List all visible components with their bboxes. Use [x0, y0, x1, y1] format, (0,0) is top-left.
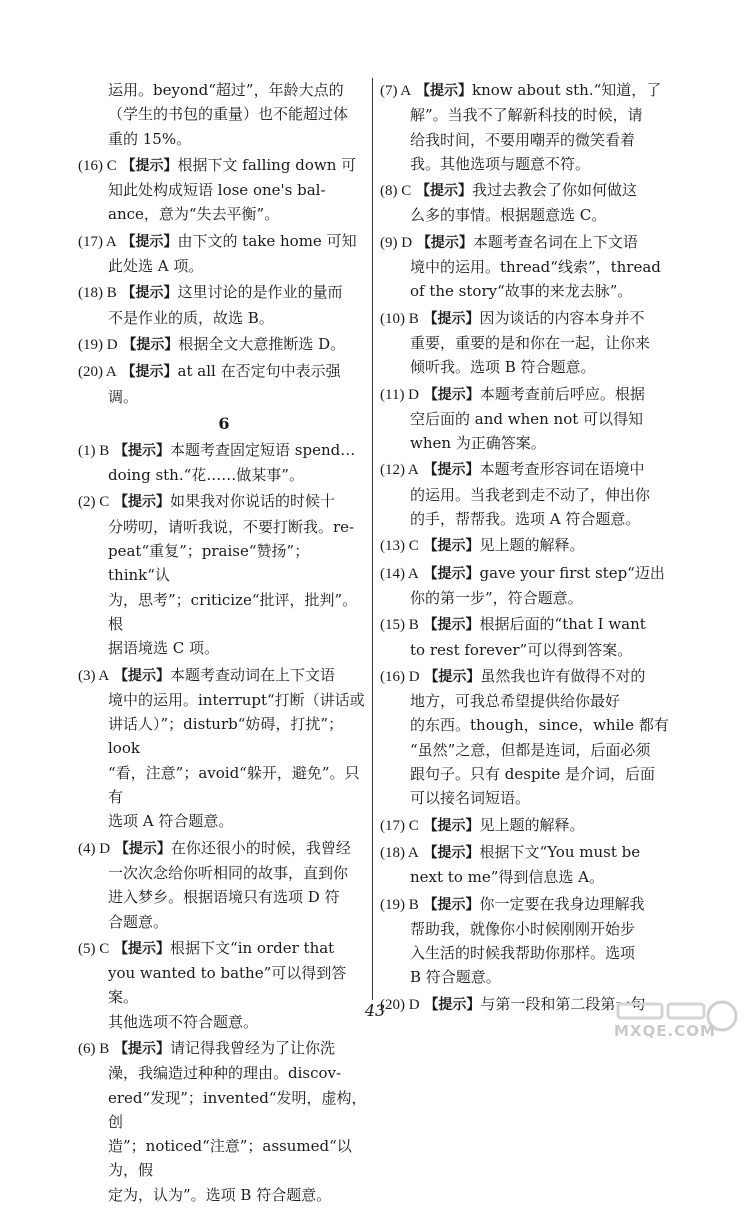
answer-line: 讲话人）”；disturb“妨碍，打扰”；look	[108, 715, 344, 758]
answer-number: (1) B	[78, 442, 110, 459]
answer-text: 在你还很小的时候，我曾经	[170, 838, 351, 857]
answer-number: (5) C	[78, 940, 110, 957]
answer-line: “看，注意”；avoid“躲开，避免”。只有	[108, 763, 360, 807]
answer-line: 解”。当我不了解新科技的时候，请	[410, 106, 643, 125]
hint-tag: 【提示】	[114, 442, 171, 459]
answer-number: (7) A	[380, 83, 412, 99]
answer-entry	[380, 178, 678, 228]
column-divider	[372, 78, 373, 1000]
answer-text: 本题考查名词在上下文语	[472, 232, 638, 251]
answer-line: 的运用。当我老到走不动了，伸出你	[410, 485, 651, 504]
answer-line: 澡，我编造过种种的理由。discov-	[108, 1064, 342, 1083]
hint-tag: 【提示】	[423, 386, 480, 403]
answer-entry	[78, 229, 370, 279]
answer-line	[380, 306, 678, 331]
answer-text: at all 在否定句中表示强调。	[108, 362, 341, 406]
answer-number: (16) C	[78, 157, 117, 174]
answer-number: (14) A	[380, 565, 419, 582]
answer-text: 请记得我曾经为了让你洗	[170, 1038, 336, 1057]
answer-number: (10) B	[380, 310, 419, 327]
answer-number: (20) D	[380, 996, 420, 1013]
answer-text: 我过去教会了你如何做这	[472, 181, 638, 200]
answer-entry	[380, 533, 678, 558]
answer-line	[78, 229, 370, 254]
answer-entry	[78, 663, 370, 834]
right-column	[380, 78, 678, 1019]
answer-line: 可以接名词短语。	[410, 789, 531, 808]
answer-line: ered“发现”；invented“发明，虚构，创	[108, 1088, 367, 1131]
answer-text: gave your first step“迈出	[479, 563, 665, 582]
answer-line	[380, 382, 678, 407]
answer-line	[78, 1036, 370, 1061]
hint-tag: 【提示】	[114, 940, 171, 957]
answer-line	[380, 561, 678, 586]
answer-text: 这里讨论的是作业的量而	[177, 283, 343, 302]
hint-tag: 【提示】	[424, 996, 481, 1013]
answer-line: 知此处构成短语 lose one's bal-	[108, 181, 326, 200]
answer-text: 根据下文 falling down 可	[177, 155, 357, 174]
answer-line: next to me”得到信息选 A。	[410, 868, 604, 887]
continuation-line: 重的 15%。	[108, 129, 192, 148]
answer-number: (2) C	[78, 494, 110, 511]
answer-line	[380, 840, 678, 865]
answer-number: (17) C	[380, 817, 419, 834]
answer-line: 为，思考”；criticize“批评，批判”。根	[108, 590, 358, 633]
section-number: 6	[218, 413, 230, 433]
answer-line: 帮助我，就像你小时候刚刚开始步	[410, 919, 636, 938]
hint-tag: 【提示】	[416, 234, 473, 251]
hint-tag: 【提示】	[423, 565, 480, 582]
answer-line	[78, 663, 370, 688]
hint-tag: 【提示】	[416, 83, 473, 99]
answer-line: 重要，重要的是和你在一起，让你来	[410, 333, 651, 352]
answer-number: (19) D	[78, 336, 118, 353]
answer-line: ance，意为“失去平衡”。	[108, 205, 280, 224]
answer-entry	[380, 78, 678, 176]
answer-text: 本题考查前后呼应。根据	[479, 384, 645, 403]
answer-number: (17) A	[78, 233, 117, 250]
answer-number: (18) B	[78, 285, 117, 302]
answer-line	[78, 280, 370, 305]
answer-line: 一次次念给你听相同的故事，直到你	[108, 863, 349, 882]
hint-tag: 【提示】	[423, 817, 480, 834]
answer-text: 与第一段和第二段第一句	[480, 994, 646, 1013]
answer-entry	[78, 332, 370, 357]
answer-number: (9) D	[380, 234, 413, 251]
answer-line: 进入梦乡。根据语境只有选项 D 符	[108, 888, 340, 907]
answer-text: 根据下文“You must be	[479, 842, 641, 861]
answer-number: (12) A	[380, 462, 419, 479]
answer-number: (15) B	[380, 617, 419, 634]
answer-line	[380, 612, 678, 637]
answer-text: 虽然我也许有做得不对的	[480, 666, 646, 685]
answer-line: 此处选 A 项。	[108, 257, 204, 276]
answer-text: 见上题的解释。	[479, 815, 585, 834]
answer-number: (13) C	[380, 538, 419, 555]
answer-text: 你一定要在我身边理解我	[479, 894, 645, 913]
answer-number: (18) A	[380, 844, 419, 861]
answer-line: 么多的事情。根据题意选 C。	[410, 206, 607, 225]
answer-line	[380, 892, 678, 917]
answer-text: 根据全文大意推断选 D。	[178, 334, 346, 353]
answer-line: doing sth.“花……做某事”。	[108, 466, 304, 485]
hint-tag: 【提示】	[122, 336, 179, 353]
answer-line	[380, 230, 678, 255]
left-column	[78, 78, 370, 1209]
answer-entry	[380, 457, 678, 531]
answer-line	[380, 78, 678, 103]
answer-line	[380, 533, 678, 558]
hint-tag: 【提示】	[114, 1040, 171, 1057]
answer-entry	[380, 561, 678, 611]
answer-line: 我。其他选项与题意不符。	[410, 154, 591, 173]
answer-line: 境中的运用。thread“线索”，thread	[410, 258, 661, 277]
hint-tag: 【提示】	[423, 617, 480, 634]
hint-tag: 【提示】	[121, 364, 178, 381]
answer-text: 见上题的解释。	[479, 536, 585, 555]
answer-text: know about sth.“知道，了	[472, 81, 662, 99]
answer-line: 合题意。	[108, 912, 169, 931]
answer-line: to rest forever”可以得到答案。	[410, 640, 633, 659]
answer-line: 据语境选 C 项。	[108, 639, 220, 658]
answer-number: (11) D	[380, 386, 420, 403]
answer-line	[380, 178, 678, 203]
continuation-line: 运用。beyond“超过”，年龄大点的	[108, 81, 344, 99]
answer-text: 由下文的 take home 可知	[177, 231, 357, 250]
answer-line: 境中的运用。interrupt“打断（讲话或	[108, 690, 365, 709]
hint-tag: 【提示】	[114, 667, 171, 684]
answer-number: (3) A	[78, 667, 110, 684]
answer-entry	[380, 664, 678, 811]
answer-line: B 符合题意。	[410, 968, 501, 987]
answer-line: when 为正确答案。	[410, 434, 546, 453]
answer-entry	[78, 836, 370, 934]
answer-number: (6) B	[78, 1040, 110, 1057]
answer-line: 分唠叨，请听我说，不要打断我。re-	[108, 517, 355, 536]
answer-line: 选项 A 符合题意。	[108, 812, 234, 831]
answer-text: 因为谈话的内容本身并不	[479, 308, 645, 327]
continuation-line: （学生的书包的重量）也不能超过体	[108, 105, 349, 124]
answer-line: 的东西。though，since，while 都有	[410, 716, 669, 735]
answer-line: peat“重复”；praise“赞扬”；think“认	[108, 542, 310, 585]
answer-entry	[78, 359, 370, 409]
hint-tag: 【提示】	[423, 896, 480, 913]
answer-line: of the story“故事的来龙去脉”。	[410, 282, 633, 301]
answer-line: 倾听我。选项 B 符合题意。	[410, 358, 596, 377]
answer-number: (16) D	[380, 668, 420, 685]
answer-entry	[380, 382, 678, 456]
answer-entry	[380, 813, 678, 838]
answer-text: 本题考查固定短语 spend…	[170, 440, 356, 459]
hint-tag: 【提示】	[423, 538, 480, 555]
answer-line	[380, 457, 678, 482]
hint-tag: 【提示】	[416, 183, 473, 200]
answer-line: 空后面的 and when not 可以得知	[410, 409, 644, 428]
answer-line: 不是作业的质，故选 B。	[108, 308, 274, 327]
answer-line: 入生活的时候我帮助你那样。选项	[410, 944, 636, 963]
hint-tag: 【提示】	[121, 157, 178, 174]
watermark-text: MXQE.COM	[614, 1022, 716, 1040]
hint-tag: 【提示】	[424, 668, 481, 685]
answer-entry	[78, 438, 370, 488]
answer-line	[380, 664, 678, 689]
answer-entry	[380, 892, 678, 990]
answer-number: (19) B	[380, 896, 419, 913]
answer-entry	[78, 489, 370, 660]
answer-line: you wanted to bathe”可以得到答案。	[108, 964, 347, 1007]
page-number: 43	[364, 1001, 386, 1020]
answer-number: (20) A	[78, 364, 117, 381]
answer-line	[380, 813, 678, 838]
continuation-text	[78, 78, 370, 151]
answer-text: 如果我对你说话的时候十	[170, 492, 336, 511]
hint-tag: 【提示】	[423, 310, 480, 327]
hint-tag: 【提示】	[423, 462, 480, 479]
answer-number: (8) C	[380, 183, 412, 200]
hint-tag: 【提示】	[114, 494, 171, 511]
answer-entry	[78, 153, 370, 227]
answer-text: 本题考查形容词在语境中	[479, 460, 645, 479]
hint-tag: 【提示】	[121, 233, 178, 250]
answer-entry	[380, 840, 678, 890]
answer-line: 给我时间，不要用嘲弄的微笑看着	[410, 130, 636, 149]
answer-line	[78, 153, 370, 178]
answer-line	[78, 332, 370, 357]
answer-entry	[380, 612, 678, 662]
answer-line: 的手，帮帮我。选项 A 符合题意。	[410, 510, 641, 529]
hint-tag: 【提示】	[423, 844, 480, 861]
answer-line	[78, 936, 370, 961]
answer-line: 你的第一步”，符合题意。	[410, 588, 583, 607]
answer-text: 根据后面的“that I want	[479, 615, 646, 634]
answer-line: 定为，认为”。选项 B 符合题意。	[108, 1185, 332, 1204]
answer-line: “虽然”之意，但都是连词，后面必须	[410, 740, 651, 759]
answer-line	[78, 836, 370, 861]
answer-entry	[78, 1036, 370, 1207]
hint-tag: 【提示】	[114, 840, 171, 857]
answer-line	[78, 489, 370, 514]
answer-entry	[78, 280, 370, 330]
answer-text: 根据下文“in order that	[170, 938, 335, 957]
answer-entry	[380, 306, 678, 380]
answer-line: 跟句子。只有 despite 是介词，后面	[410, 765, 656, 784]
answer-entry	[380, 230, 678, 304]
answer-text: 本题考查动词在上下文语	[170, 665, 336, 684]
answer-line: 造”；noticed“注意”；assumed“以为，假	[108, 1137, 352, 1180]
answer-line: 其他选项不符合题意。	[108, 1012, 259, 1031]
answer-line	[78, 359, 370, 409]
answer-line	[78, 438, 370, 463]
answer-number: (4) D	[78, 840, 111, 857]
answer-line: 地方，可我总希望提供给你最好	[410, 692, 621, 711]
hint-tag: 【提示】	[121, 285, 178, 302]
